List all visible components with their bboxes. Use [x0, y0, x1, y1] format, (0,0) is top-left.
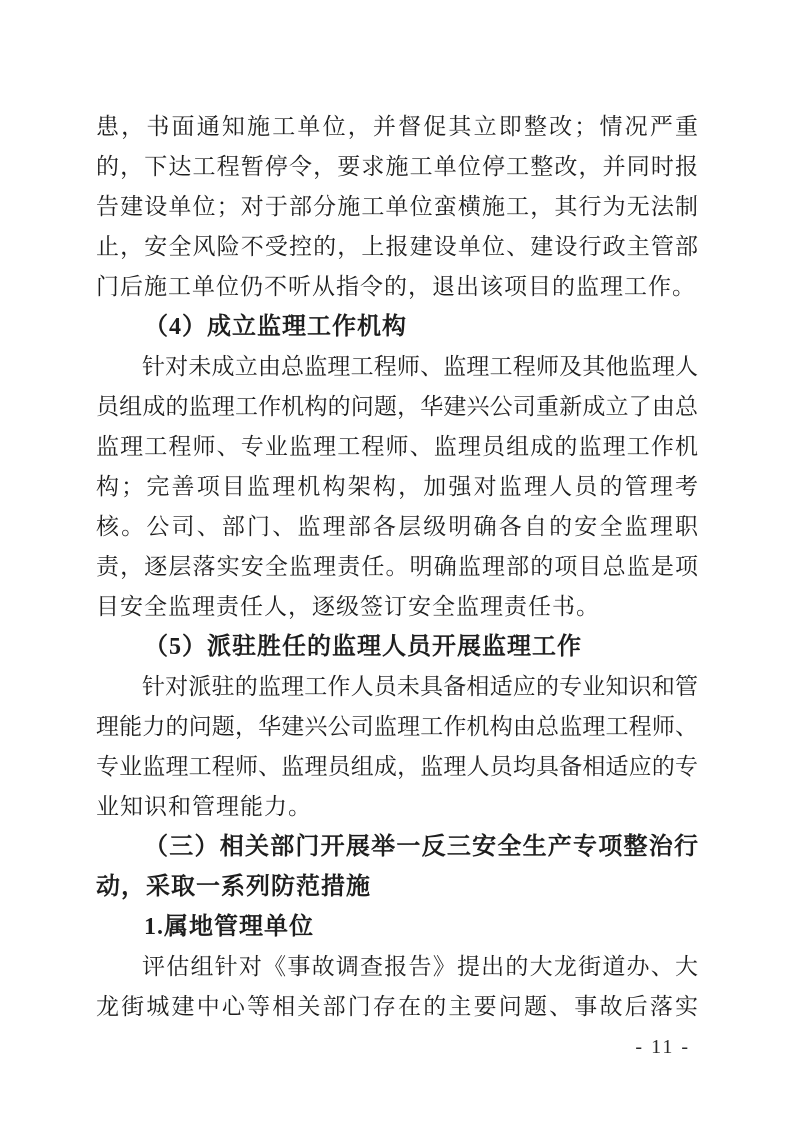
text-line: 评估组针对《事故调查报告》提出的大龙街道办、大	[142, 954, 698, 979]
text-line: （4）成立监理工作机构	[144, 314, 407, 340]
text-line: 核。公司、部门、监理部各层级明确各自的安全监理职	[96, 514, 698, 539]
text-line: 告建设单位；对于部分施工单位蛮横施工，其行为无法制	[96, 194, 698, 219]
text-line: （5）派驻胜任的监理人员开展监理工作	[144, 634, 582, 660]
text-line: 监理工程师、专业监理工程师、监理员组成的监理工作机	[96, 434, 698, 459]
text-line: 针对未成立由总监理工程师、监理工程师及其他监理人	[142, 354, 698, 379]
text-line: 患，书面通知施工单位，并督促其立即整改；情况严重	[96, 114, 698, 139]
text-line: 的，下达工程暂停令，要求施工单位停工整改，并同时报	[96, 154, 698, 179]
text-line: 止，安全风险不受控的，上报建设单位、建设行政主管部	[96, 234, 698, 259]
text-line: 构；完善项目监理机构架构，加强对监理人员的管理考	[96, 474, 698, 499]
page-number: - 11 -	[635, 1036, 690, 1058]
text-line: 1.属地管理单位	[144, 914, 314, 940]
text-line: 专业监理工程师、监理员组成，监理人员均具备相适应的专	[96, 754, 698, 779]
text-line: （三）相关部门开展举一反三安全生产专项整治行	[144, 834, 698, 860]
text-line: 理能力的问题，华建兴公司监理工作机构由总监理工程师、	[96, 714, 698, 739]
text-line: 业知识和管理能力。	[96, 794, 312, 819]
text-line: 员组成的监理工作机构的问题，华建兴公司重新成立了由总	[96, 394, 698, 419]
text-line: 责，逐层落实安全监理责任。明确监理部的项目总监是项	[96, 554, 698, 579]
text-line: 目安全监理责任人，逐级签订安全监理责任书。	[96, 594, 600, 619]
text-line: 龙街城建中心等相关部门存在的主要问题、事故后落实	[96, 994, 698, 1019]
text-line: 门后施工单位仍不听从指令的，退出该项目的监理工作。	[96, 274, 696, 299]
text-line: 针对派驻的监理工作人员未具备相适应的专业知识和管	[142, 674, 698, 699]
document-content	[96, 107, 698, 1027]
text-line: 动，采取一系列防范措施	[96, 874, 371, 900]
